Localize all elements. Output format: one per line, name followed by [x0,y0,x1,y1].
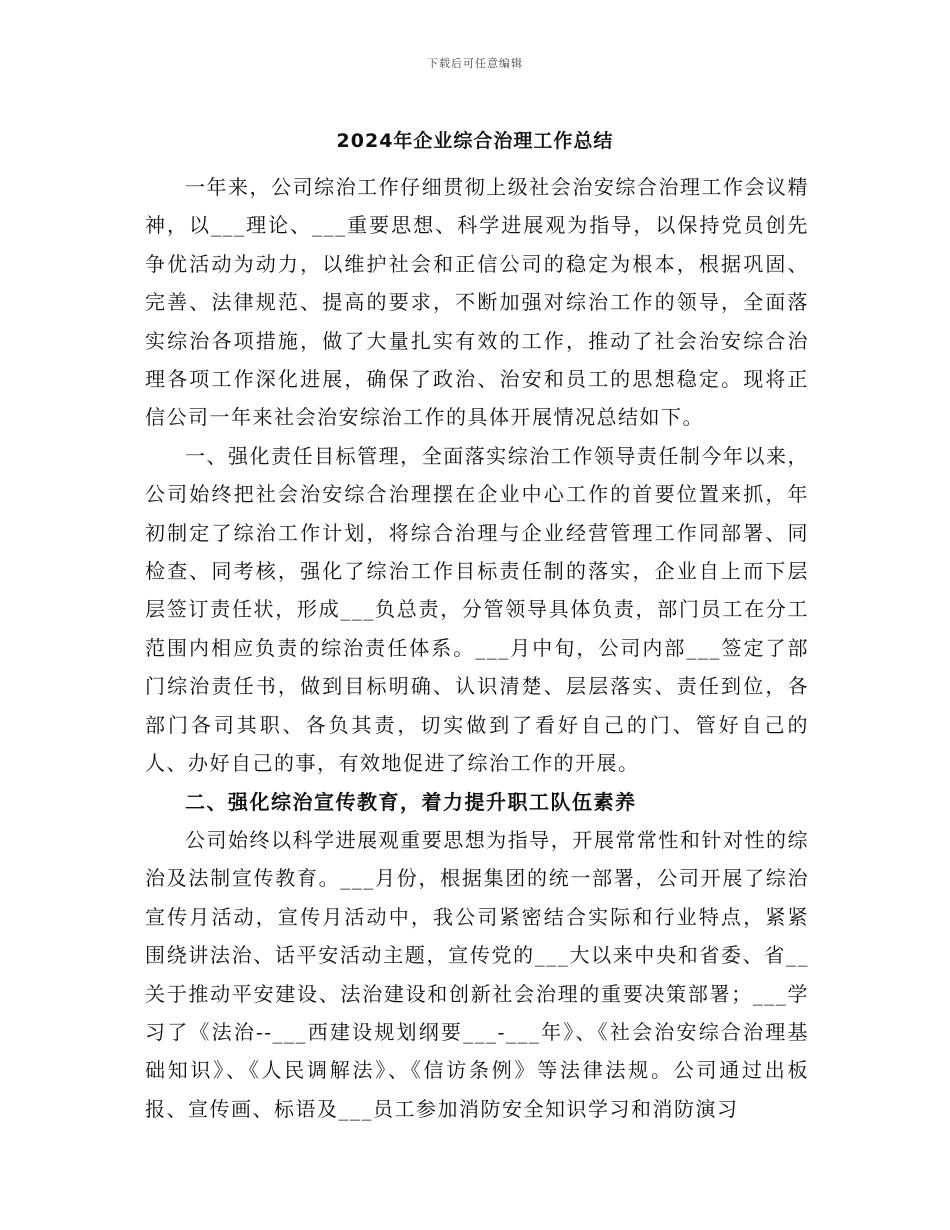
document-title: 2024年企业综合治理工作总结 [336,130,614,152]
section-heading-2: 二、强化综治宣传教育，着力提升职工队伍素养 [185,789,637,814]
page-header-note: 下载后可任意编辑 [427,57,523,70]
document-body [145,168,809,1128]
paragraph-section-1: 一、强化责任目标管理，全面落实综治工作领导责任制今年以来，公司始终把社会治安综合治理摆在企业中心工作的首要位置来抓，年初制定了综治工作计划，将综合治理与企业经营管理工作同部署、同检查、同考核，强化了综治工作目标责任制的落实，企业自上而下层层签订责任状，形成___负总责，分管领导具体负责，部门员工在分工范围内相应负责的综治责任体系。___月中旬，公司内部___签定了部门综治责任书，做到目标明确、认识清楚、层层落实、责任到位，各部门各司其职、各负其责，切实做到了看好自己的门、管好自己的人、办好自己的事，有效地促进了综治工作的开展。 [145,443,809,776]
paragraph-intro: 一年来，公司综治工作仔细贯彻上级社会治安综合治理工作会议精神，以___理论、___重要思想、科学进展观为指导，以保持党员创先争优活动为动力，以维护社会和正信公司的稳定为根本，根据巩固、完善、法律规范、提高的要求，不断加强对综治工作的领导，全面落实综治各项措施，做了大量扎实有效的工作，推动了社会治安综合治理各项工作深化进展，确保了政治、治安和员工的思想稳定。现将正信公司一年来社会治安综治工作的具体开展情况总结如下。 [145,175,809,430]
paragraph-section-2: 公司始终以科学进展观重要思想为指导，开展常常性和针对性的综治及法制宣传教育。___月份，根据集团的统一部署，公司开展了综治宣传月活动，宣传月活动中，我公司紧密结合实际和行业特点，紧紧围绕讲法治、话平安活动主题，宣传党的___大以来中央和省委、省__关于推动平安建设、法治建设和创新社会治理的重要决策部署；___学习了《法治--___西建设规划纲要___-___年》、《社会治安综合治理基础知识》、《人民调解法》、《信访条例》等法律法规。公司通过出板报、宣传画、标语及___员工参加消防安全知识学习和消防演习 [145,827,809,1121]
